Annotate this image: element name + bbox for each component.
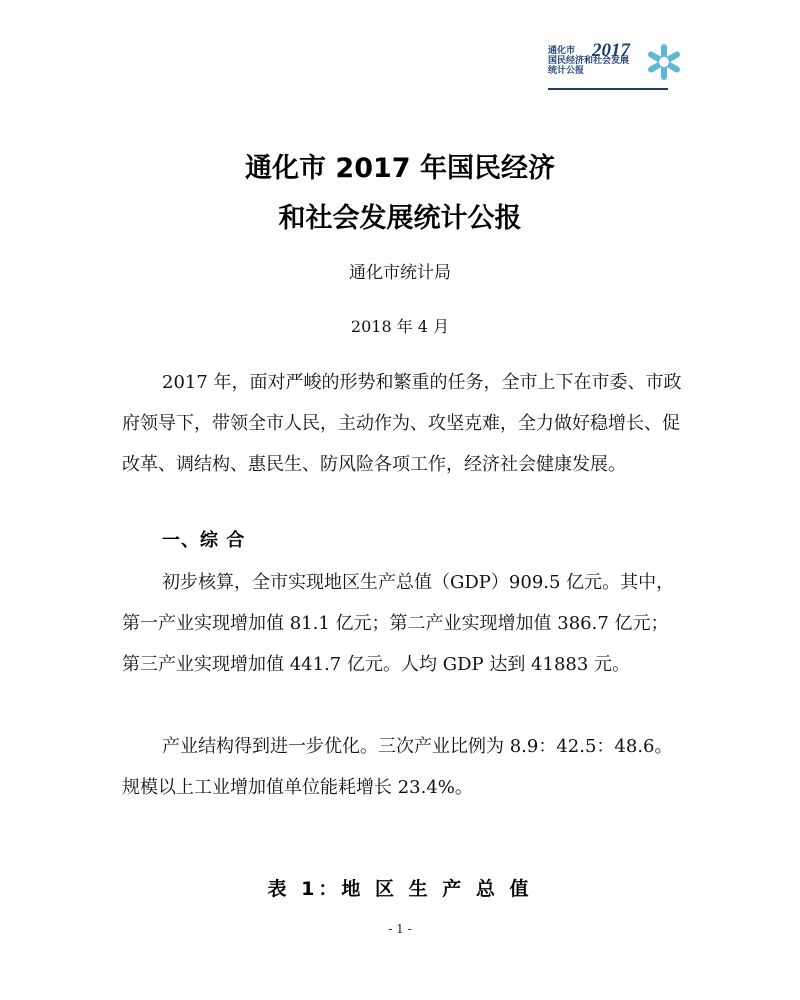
document-date: 2018 年 4 月	[350, 317, 450, 336]
document-author: 通化市统计局	[349, 263, 451, 283]
emblem-year: 2017	[592, 40, 630, 61]
emblem-line-economy: 国民经济和社会发展	[548, 56, 630, 66]
gdp-text: 初步核算，全市实现地区生产总值（GDP）909.5 亿元。其中，第一产业实现增加值 81.1 亿元；第二产业实现增加值 386.7 亿元；第三产业实现增加值 441.7 亿元。人均 GDP 达到 41883 元。	[122, 572, 675, 675]
emblem-line-report: 统计公报	[548, 66, 585, 76]
structure-paragraph	[122, 726, 682, 808]
document-title-line2: 和社会发展统计公报	[278, 203, 522, 234]
gdp-paragraph	[122, 562, 682, 685]
structure-text: 产业结构得到进一步优化。三次产业比例为 8.9：42.5：48.6。规模以上工业增加值单位能耗增长 23.4%。	[122, 736, 673, 798]
section-heading: 一、综 合	[162, 530, 246, 551]
document-title-line1: 通化市 2017 年国民经济	[245, 153, 555, 184]
page-number: - 1 -	[388, 922, 412, 936]
emblem-line-city: 通化市	[548, 46, 576, 56]
emblem-rule	[548, 88, 668, 90]
table-title: 表 1：地 区 生 产 总 值	[267, 878, 533, 900]
intro-paragraph	[122, 362, 682, 485]
intro-text: 2017 年，面对严峻的形势和繁重的任务，全市上下在市委、市政府领导下，带领全市人民，主动作为、攻坚克难，全力做好稳增长、促改革、调结构、惠民生、防风险各项工作，经济社会健康发展。	[122, 372, 682, 475]
snowflake-icon	[644, 42, 684, 82]
header-emblem	[548, 40, 688, 90]
